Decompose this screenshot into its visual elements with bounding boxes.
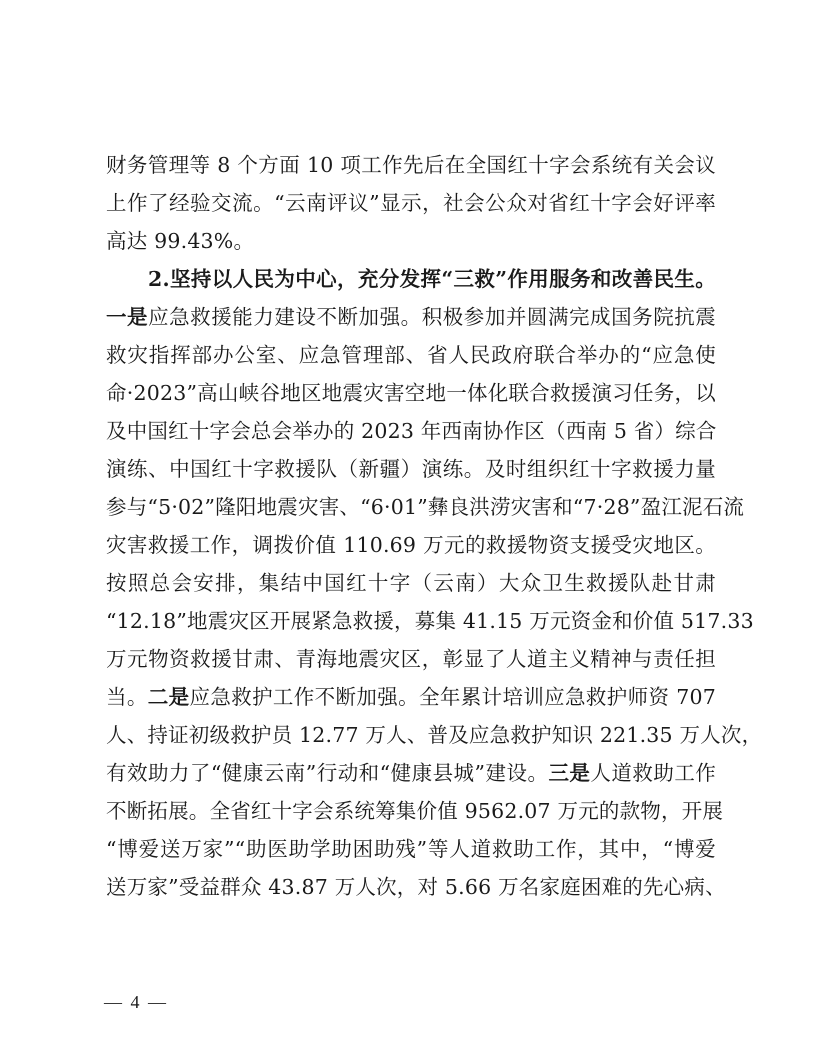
body-text-line: “博爱送万家”“助医助学助困助残”等人道救助工作，其中，“博爱 <box>106 837 716 861</box>
body-text-line: 命·2023”高山峡谷地区地震灾害空地一体化联合救援演习任务，以 <box>106 381 716 405</box>
body-text-line <box>106 302 716 332</box>
body-text-line: 人、持证初级救护员 12.77 万人、普及应急救护知识 221.35 万人次， <box>106 723 763 747</box>
body-text-line <box>106 682 716 712</box>
body-text-line: 按照总会安排，集结中国红十字（云南）大众卫生救援队赴甘肃 <box>106 571 716 595</box>
body-text-segment: 人道救助工作 <box>590 761 716 785</box>
body-text-line: 上作了经验交流。“云南评议”显示，社会公众对省红十字会好评率 <box>106 191 716 215</box>
emphasis-label: 一是 <box>106 305 149 329</box>
body-text-line: 演练、中国红十字救援队（新疆）演练。及时组织红十字救援力量 <box>106 457 716 481</box>
body-text-segment: 应急救护工作不断加强。全年累计培训应急救护师资 707 <box>189 685 716 709</box>
body-text-line: 参与“5·02”隆阳地震灾害、“6·01”彝良洪涝灾害和“7·28”盈江泥石流 <box>106 495 745 519</box>
emphasis-label: 二是 <box>147 685 190 709</box>
page-number: — 4 — <box>104 992 168 1012</box>
emphasis-label: 三是 <box>548 761 591 785</box>
body-text-line: 救灾指挥部办公室、应急管理部、省人民政府联合举办的“应急使 <box>106 343 716 367</box>
body-text-line <box>106 758 716 788</box>
body-text-line: 及中国红十字会总会举办的 2023 年西南协作区（西南 5 省）综合 <box>106 419 717 443</box>
body-text-segment: 当。 <box>106 685 148 709</box>
body-text-line: 财务管理等 8 个方面 10 项工作先后在全国红十字会系统有关会议 <box>106 153 716 177</box>
body-text-line: 灾害救援工作，调拨价值 110.69 万元的救援物资支援受灾地区。 <box>106 533 716 557</box>
body-text-line: 万元物资救援甘肃、青海地震灾区，彰显了人道主义精神与责任担 <box>106 647 716 671</box>
body-text-line: 高达 99.43%。 <box>106 229 255 253</box>
body-text-segment: 应急救援能力建设不断加强。积极参加并圆满完成国务院抗震 <box>148 305 716 329</box>
body-text-line: “12.18”地震灾区开展紧急救援，募集 41.15 万元资金和价值 517.33 <box>106 609 754 633</box>
body-text-line: 不断拓展。全省红十字会系统筹集价值 9562.07 万元的款物，开展 <box>106 799 724 823</box>
body-text-segment: 有效助力了“健康云南”行动和“健康县城”建设。 <box>106 761 549 785</box>
section-heading: 2.坚持以人民为中心，充分发挥“三救”作用服务和改善民生。 <box>148 267 716 291</box>
body-text-line: 送万家”受益群众 43.87 万人次，对 5.66 万名家庭困难的先心病、 <box>106 875 726 899</box>
